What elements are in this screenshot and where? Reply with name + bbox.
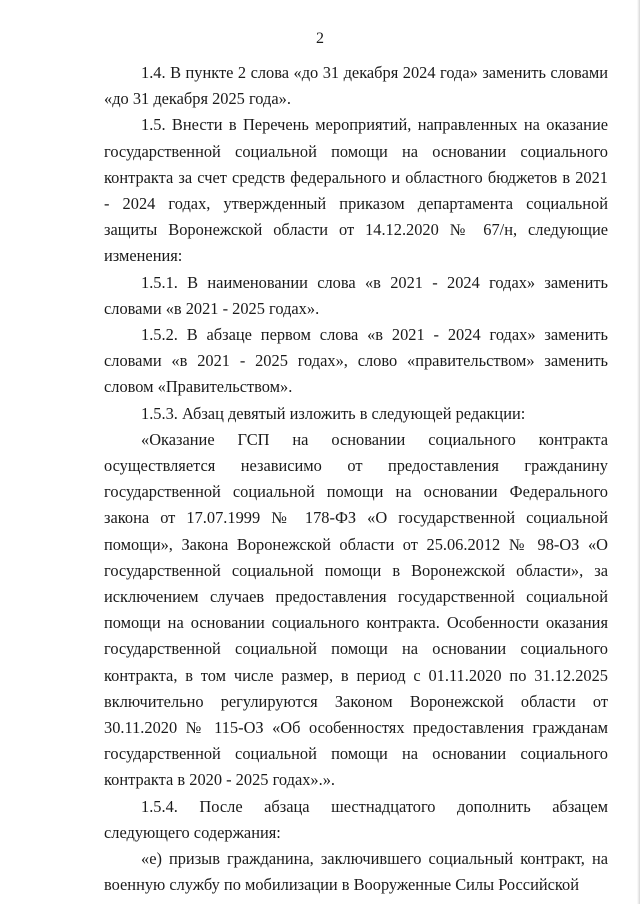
paragraph-1-5-2: 1.5.2. В абзаце первом слова «в 2021 - 2024 годах» заменить словами «в 2021 - 2025 годах», слово «правительством» заменить словом «Правительством». (104, 325, 608, 397)
paragraph-1-4: 1.4. В пункте 2 слова «до 31 декабря 2024 года» заменить словами «до 31 декабря 2025 года». (104, 63, 608, 109)
document-body (104, 60, 608, 899)
paragraph-1-5-3: 1.5.3. Абзац девятый изложить в следующей редакции: (141, 403, 526, 423)
paragraph-quoted-text: «Оказание ГСП на основании социального контракта осуществляется независимо от предоставления гражданину государственной социальной помощи на основании Федерального закона от 17.07.1999 № 178-ФЗ «О государственной социальной помощи», Закона Воронежской области от 25.06.2012 № 98-ОЗ «О государственной социальной помощи в Воронежской области», за исключением случаев предоставления государственной социальной помощи на основании социального контракта. Особенности оказания государственной социальной помощи на основании социального контракта, в том числе размер, в период с 01.11.2020 по 31.12.2025 включительно регулируются Законом Воронежской области от 30.11.2020 № 115-ОЗ «Об особенностях предоставления гражданам государственной социальной помощи на основании социального контракта в 2020 - 2025 годах».». (104, 429, 608, 790)
paragraph-1-5: 1.5. Внести в Перечень мероприятий, направленных на оказание государственной социальной помощи на основании социального контракта за счет средств федерального и областного бюджетов в 2021 - 2024 годах, утвержденный приказом департамента социальной защиты Воронежской области от 14.12.2020 № 67/н, следующие изменения: (104, 115, 608, 266)
paragraph-1-5-1: 1.5.1. В наименовании слова «в 2021 - 2024 годах» заменить словами «в 2021 - 2025 годах». (104, 272, 608, 318)
paragraph-1-5-4: 1.5.4. После абзаца шестнадцатого дополнить абзацем следующего содержания: (104, 796, 608, 842)
paragraph-item-e: «е) призыв гражданина, заключившего социальный контракт, на военную службу по мобилизации в Вооруженные Силы Российской (104, 849, 608, 895)
page-number: 2 (316, 30, 324, 47)
